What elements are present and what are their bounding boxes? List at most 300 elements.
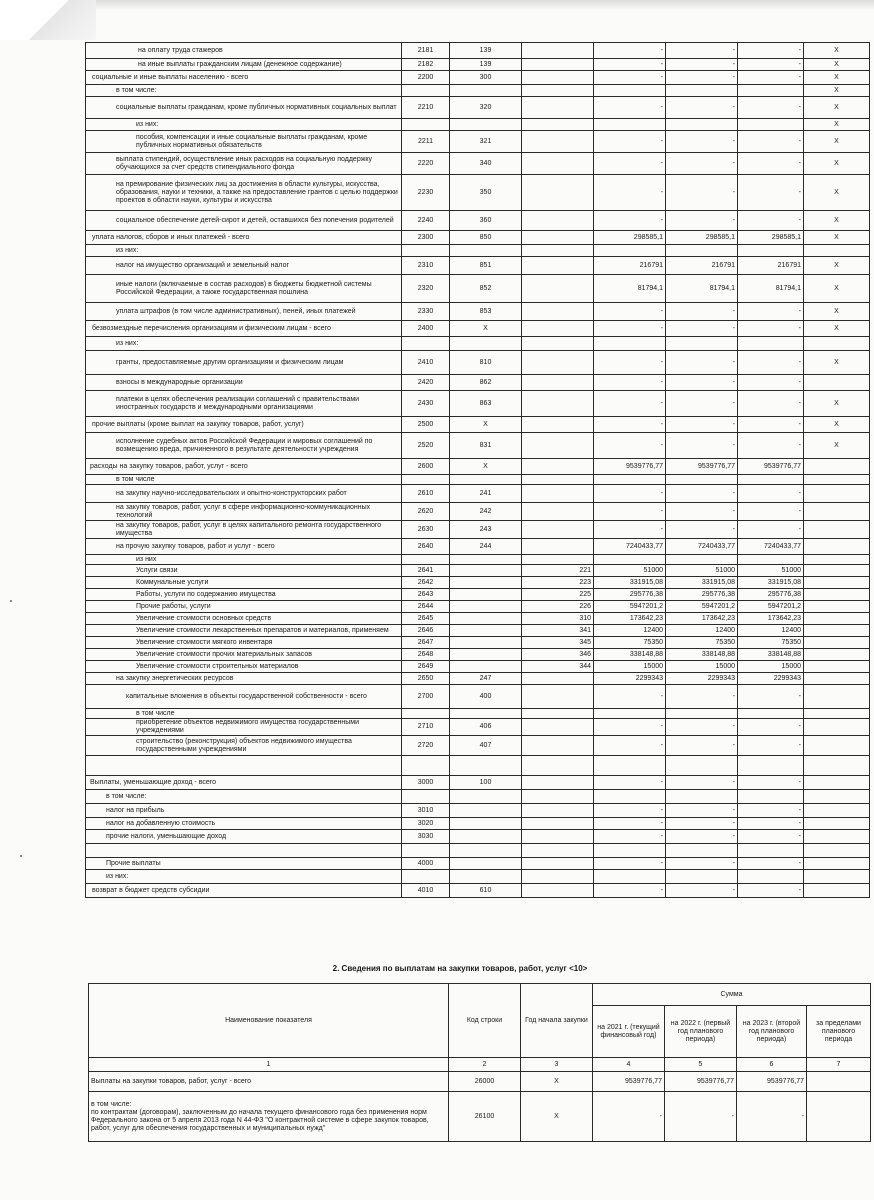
- row-kosgu: 406: [450, 719, 522, 736]
- row-value-2023: [738, 709, 804, 719]
- row-value-2022: -: [666, 818, 738, 830]
- row-code: 2647: [402, 637, 450, 649]
- row-kosgu-detail: [522, 351, 594, 375]
- row-name: возврат в бюджет средств субсидии: [86, 884, 402, 898]
- row-value-2021: 298585,1: [594, 231, 666, 245]
- row-x-mark: X: [804, 153, 870, 175]
- row-kosgu-detail: 225: [522, 589, 594, 601]
- row-value-2022: -: [666, 131, 738, 153]
- row-year: X: [521, 1072, 593, 1092]
- table-row: [86, 475, 870, 485]
- row-kosgu-detail: [522, 337, 594, 351]
- row-value-2022: -: [666, 685, 738, 709]
- row-code: 4000: [402, 858, 450, 870]
- row-value-2022: -: [666, 59, 738, 71]
- table-row: [86, 858, 870, 870]
- row-value-2022: [666, 555, 738, 565]
- row-name: на закупку товаров, работ, услуг в целях капитального ремонта государственного имущества: [86, 521, 402, 539]
- header-code: Код строки: [449, 984, 521, 1058]
- row-code: 2410: [402, 351, 450, 375]
- table-row: [86, 59, 870, 71]
- row-value-2021: -: [594, 858, 666, 870]
- row-value-2022: -: [666, 303, 738, 321]
- row-kosgu-detail: 223: [522, 577, 594, 589]
- row-code: [402, 119, 450, 131]
- table-row: [86, 673, 870, 685]
- row-kosgu: 852: [450, 275, 522, 303]
- row-kosgu-detail: [522, 818, 594, 830]
- row-value-2023: 51000: [738, 565, 804, 577]
- table-row: [86, 804, 870, 818]
- row-kosgu-detail: [522, 844, 594, 858]
- row-name: капитальные вложения в объекты государственной собственности - всего: [86, 685, 402, 709]
- row-x-mark: [804, 649, 870, 661]
- table-row: [86, 351, 870, 375]
- row-name: Выплаты на закупки товаров, работ, услуг - всего: [89, 1072, 449, 1092]
- row-code: 2600: [402, 459, 450, 475]
- row-name: в том числе: [86, 475, 402, 485]
- row-x-mark: X: [804, 85, 870, 97]
- row-value-2022: -: [666, 211, 738, 231]
- row-value-2021: 81794,1: [594, 275, 666, 303]
- row-value-2023: [738, 337, 804, 351]
- row-value-2023: -: [738, 59, 804, 71]
- row-value-2021: [594, 756, 666, 776]
- row-kosgu: 850: [450, 231, 522, 245]
- row-kosgu-detail: 345: [522, 637, 594, 649]
- row-kosgu: 610: [450, 884, 522, 898]
- row-kosgu-detail: [522, 475, 594, 485]
- row-value-2022: -: [666, 375, 738, 391]
- row-kosgu-detail: [522, 433, 594, 459]
- row-name: из них:: [86, 245, 402, 257]
- row-value-2023: -: [738, 303, 804, 321]
- row-kosgu-detail: [522, 71, 594, 85]
- row-value-2021: -: [594, 417, 666, 433]
- row-code: 2640: [402, 539, 450, 555]
- col-number: 2: [449, 1058, 521, 1072]
- row-value-2023: -: [738, 131, 804, 153]
- row-value-2023: [738, 119, 804, 131]
- row-value-2022: 338148,88: [666, 649, 738, 661]
- row-value-2021: -: [594, 321, 666, 337]
- row-name: из них: [86, 555, 402, 565]
- row-value-2023: -: [738, 211, 804, 231]
- row-code: 2310: [402, 257, 450, 275]
- row-value-2022: 15000: [666, 661, 738, 673]
- table-row: [86, 275, 870, 303]
- row-name: на закупку научно-исследовательских и опытно-конструкторских работ: [86, 485, 402, 503]
- row-value-2021: -: [594, 375, 666, 391]
- row-x-mark: X: [804, 131, 870, 153]
- row-value-2022: 298585,1: [666, 231, 738, 245]
- row-kosgu-detail: [522, 119, 594, 131]
- row-value-2022: -: [666, 391, 738, 417]
- row-value-2023: 331915,08: [738, 577, 804, 589]
- row-x-mark: [804, 776, 870, 790]
- row-value-2022: 2299343: [666, 673, 738, 685]
- row-value-2021: -: [594, 804, 666, 818]
- row-x-mark: X: [804, 433, 870, 459]
- row-value-2021: [594, 337, 666, 351]
- table-row: [86, 231, 870, 245]
- row-code: 2182: [402, 59, 450, 71]
- row-kosgu: 247: [450, 673, 522, 685]
- row-value-2021: [594, 119, 666, 131]
- row-kosgu: 244: [450, 539, 522, 555]
- row-code: 2650: [402, 673, 450, 685]
- row-code: 2211: [402, 131, 450, 153]
- header-beyond: за пределами планового периода: [807, 1006, 871, 1058]
- row-value-2021: [594, 555, 666, 565]
- row-value-2023: -: [738, 858, 804, 870]
- row-code: 2710: [402, 719, 450, 736]
- row-kosgu: 862: [450, 375, 522, 391]
- row-kosgu: [450, 601, 522, 613]
- table-row: [86, 211, 870, 231]
- row-kosgu: 340: [450, 153, 522, 175]
- row-code: 2210: [402, 97, 450, 119]
- row-x-mark: [804, 337, 870, 351]
- table-row: [86, 433, 870, 459]
- table-row: [86, 303, 870, 321]
- row-value-2022: -: [666, 71, 738, 85]
- row-code: 2230: [402, 175, 450, 211]
- row-x-mark: [804, 884, 870, 898]
- row-value-2021: 216791: [594, 257, 666, 275]
- row-kosgu: [450, 565, 522, 577]
- row-x-mark: [804, 870, 870, 884]
- row-value-2022: [666, 709, 738, 719]
- row-value-2021: 9539776,77: [594, 459, 666, 475]
- row-value-2022: -: [666, 417, 738, 433]
- table-row: [86, 637, 870, 649]
- row-kosgu: [450, 589, 522, 601]
- row-name: прочие налоги, уменьшающие доход: [86, 830, 402, 844]
- row-value-2023: [738, 756, 804, 776]
- row-kosgu-detail: [522, 153, 594, 175]
- row-code: 3000: [402, 776, 450, 790]
- row-year: X: [521, 1092, 593, 1142]
- row-value-2022: -: [666, 521, 738, 539]
- row-value-2021: -: [594, 59, 666, 71]
- row-value-2021: -: [594, 433, 666, 459]
- row-x-mark: [804, 685, 870, 709]
- row-value-2023: 2299343: [738, 673, 804, 685]
- row-kosgu: 810: [450, 351, 522, 375]
- row-value-2021: [594, 245, 666, 257]
- row-x-mark: [804, 844, 870, 858]
- row-code: 2181: [402, 43, 450, 59]
- row-x-mark: [804, 589, 870, 601]
- col-number: 7: [807, 1058, 871, 1072]
- row-code: 4010: [402, 884, 450, 898]
- page-shadow: [90, 0, 874, 10]
- row-value-2021: -: [594, 43, 666, 59]
- row-code: 3010: [402, 804, 450, 818]
- row-kosgu-detail: [522, 804, 594, 818]
- row-code: [402, 245, 450, 257]
- row-value-2023: 15000: [738, 661, 804, 673]
- row-value-2023: [738, 870, 804, 884]
- row-x-mark: [804, 637, 870, 649]
- row-kosgu-detail: [522, 175, 594, 211]
- row-kosgu: [450, 830, 522, 844]
- row-name: в том числе: [86, 709, 402, 719]
- row-kosgu: [450, 844, 522, 858]
- header-2021: на 2021 г. (текущий финансовый год): [593, 1006, 665, 1058]
- row-x-mark: [804, 790, 870, 804]
- row-x-mark: X: [804, 71, 870, 85]
- row-value-2023: 75350: [738, 637, 804, 649]
- row-value-2021: -: [594, 153, 666, 175]
- row-name: на премирование физических лиц за достижения в области культуры, искусства, образования, науки и техники, а также на предоставление грантов с целью поддержки проектов в области науки, культуры и искусства: [86, 175, 402, 211]
- row-value-2021: -: [594, 391, 666, 417]
- row-kosgu-detail: [522, 231, 594, 245]
- row-code: 2220: [402, 153, 450, 175]
- row-value-2023: 7240433,77: [738, 539, 804, 555]
- row-x-mark: X: [804, 275, 870, 303]
- row-value-2021: -: [593, 1092, 665, 1142]
- table-row: [86, 736, 870, 756]
- row-kosgu-detail: [522, 43, 594, 59]
- row-code: 2420: [402, 375, 450, 391]
- header-name: Наименование показателя: [89, 984, 449, 1058]
- page-corner-fold: [0, 0, 96, 40]
- row-kosgu-detail: [522, 245, 594, 257]
- row-value-2022: -: [666, 858, 738, 870]
- row-x-mark: X: [804, 303, 870, 321]
- row-value-2022: 331915,08: [666, 577, 738, 589]
- row-x-mark: [804, 625, 870, 637]
- row-kosgu: 360: [450, 211, 522, 231]
- table-row: [86, 565, 870, 577]
- row-kosgu: 242: [450, 503, 522, 521]
- row-kosgu-detail: [522, 503, 594, 521]
- row-value-2021: 51000: [594, 565, 666, 577]
- row-code: [402, 870, 450, 884]
- row-name: в том числе:: [86, 790, 402, 804]
- row-value-2023: 9539776,77: [738, 459, 804, 475]
- row-name: Прочие выплаты: [86, 858, 402, 870]
- row-code: 26100: [449, 1092, 521, 1142]
- table-row: [86, 417, 870, 433]
- row-value-2022: -: [666, 321, 738, 337]
- row-code: [402, 790, 450, 804]
- row-name: из них:: [86, 337, 402, 351]
- row-value-2022: 51000: [666, 565, 738, 577]
- row-value-2021: [594, 870, 666, 884]
- row-value-2022: 9539776,77: [665, 1072, 737, 1092]
- row-x-mark: [804, 245, 870, 257]
- row-kosgu: 407: [450, 736, 522, 756]
- row-code: [402, 709, 450, 719]
- col-number: 1: [89, 1058, 449, 1072]
- row-value-2021: -: [594, 131, 666, 153]
- row-value-2023: -: [737, 1092, 807, 1142]
- row-name: на оплату труда стажеров: [86, 43, 402, 59]
- row-code: [402, 475, 450, 485]
- row-kosgu: [450, 555, 522, 565]
- row-value-2023: -: [738, 776, 804, 790]
- row-kosgu-detail: [522, 321, 594, 337]
- row-name: Прочие работы, услуги: [86, 601, 402, 613]
- row-code: [402, 85, 450, 97]
- row-code: 2520: [402, 433, 450, 459]
- row-x-mark: [804, 521, 870, 539]
- row-value-2021: -: [594, 818, 666, 830]
- row-value-2023: 9539776,77: [737, 1072, 807, 1092]
- row-code: 26000: [449, 1072, 521, 1092]
- row-name: Увеличение стоимости основных средств: [86, 613, 402, 625]
- row-code: 2500: [402, 417, 450, 433]
- row-name: строительство (реконструкция) объектов недвижимого имущества государственными учреждениями: [86, 736, 402, 756]
- table-row: [86, 85, 870, 97]
- row-name: социальное обеспечение детей-сирот и детей, оставшихся без попечения родителей: [86, 211, 402, 231]
- row-kosgu: 243: [450, 521, 522, 539]
- row-value-2021: -: [594, 175, 666, 211]
- row-name: налог на имущество организаций и земельный налог: [86, 257, 402, 275]
- row-x-mark: [804, 375, 870, 391]
- row-code: [402, 756, 450, 776]
- row-x-mark: [804, 613, 870, 625]
- row-kosgu-detail: [522, 719, 594, 736]
- table-row: [86, 521, 870, 539]
- row-x-mark: X: [804, 43, 870, 59]
- row-code: 2320: [402, 275, 450, 303]
- row-name: из них:: [86, 870, 402, 884]
- table-row: [86, 844, 870, 858]
- row-value-2022: -: [666, 153, 738, 175]
- row-kosgu: X: [450, 321, 522, 337]
- row-kosgu-detail: [522, 211, 594, 231]
- row-value-2021: 295776,38: [594, 589, 666, 601]
- col-number: 5: [665, 1058, 737, 1072]
- row-value-2023: -: [738, 391, 804, 417]
- row-name: на иные выплаты гражданским лицам (денежное содержание): [86, 59, 402, 71]
- row-value-2023: 338148,88: [738, 649, 804, 661]
- row-value-2022: 295776,38: [666, 589, 738, 601]
- row-kosgu-detail: [522, 736, 594, 756]
- row-x-mark: X: [804, 231, 870, 245]
- row-name: взносы в международные организации: [86, 375, 402, 391]
- row-kosgu: 320: [450, 97, 522, 119]
- row-code: [402, 337, 450, 351]
- row-kosgu-detail: 344: [522, 661, 594, 673]
- row-kosgu-detail: [522, 459, 594, 475]
- row-value-2021: 15000: [594, 661, 666, 673]
- row-value-2023: -: [738, 503, 804, 521]
- row-kosgu: [450, 337, 522, 351]
- row-kosgu: 300: [450, 71, 522, 85]
- row-code: 2641: [402, 565, 450, 577]
- row-name: расходы на закупку товаров, работ, услуг - всего: [86, 459, 402, 475]
- row-value-2023: -: [738, 719, 804, 736]
- row-kosgu-detail: [522, 303, 594, 321]
- row-code: 2700: [402, 685, 450, 709]
- table-row: [86, 709, 870, 719]
- row-value-2023: [738, 844, 804, 858]
- row-value-2022: -: [666, 830, 738, 844]
- row-value-2023: -: [738, 351, 804, 375]
- row-kosgu: 241: [450, 485, 522, 503]
- row-value-2023: -: [738, 153, 804, 175]
- row-value-2022: 75350: [666, 637, 738, 649]
- row-kosgu-detail: [522, 858, 594, 870]
- row-value-2023: -: [738, 804, 804, 818]
- row-value-2023: -: [738, 736, 804, 756]
- row-kosgu: [450, 858, 522, 870]
- row-x-mark: [804, 719, 870, 736]
- table-row: [86, 790, 870, 804]
- row-name: Увеличение стоимости лекарственных препаратов и материалов, применяем: [86, 625, 402, 637]
- row-value-2022: [666, 245, 738, 257]
- scan-speck: [10, 600, 12, 602]
- row-name: уплата штрафов (в том числе административных), пеней, иных платежей: [86, 303, 402, 321]
- row-kosgu-detail: [522, 417, 594, 433]
- table-row: [86, 175, 870, 211]
- table-row: [86, 153, 870, 175]
- row-name: социальные и иные выплаты населению - всего: [86, 71, 402, 85]
- row-value-2021: -: [594, 685, 666, 709]
- row-kosgu: 139: [450, 43, 522, 59]
- row-code: 2645: [402, 613, 450, 625]
- row-value-2021: [594, 85, 666, 97]
- row-value-2021: -: [594, 719, 666, 736]
- row-kosgu: [450, 613, 522, 625]
- header-year: Год начала закупки: [521, 984, 593, 1058]
- row-value-2021: -: [594, 736, 666, 756]
- row-value-2022: -: [666, 433, 738, 459]
- row-name: Увеличение стоимости мягкого инвентаря: [86, 637, 402, 649]
- row-value-2022: [666, 85, 738, 97]
- row-x-mark: [804, 485, 870, 503]
- row-code: 3030: [402, 830, 450, 844]
- row-x-mark: [804, 830, 870, 844]
- row-kosgu-detail: [522, 485, 594, 503]
- row-value-2023: -: [738, 375, 804, 391]
- row-value-2023: -: [738, 830, 804, 844]
- row-name: выплата стипендий, осуществление иных расходов на социальную поддержку обучающихся за счет средств стипендиального фонда: [86, 153, 402, 175]
- row-x-mark: [804, 858, 870, 870]
- row-value-2022: -: [666, 485, 738, 503]
- row-kosgu: [450, 870, 522, 884]
- row-x-mark: X: [804, 211, 870, 231]
- table-row: [86, 375, 870, 391]
- row-value-2023: 216791: [738, 257, 804, 275]
- table-row: [86, 391, 870, 417]
- row-name: Услуги связи: [86, 565, 402, 577]
- row-kosgu-detail: [522, 756, 594, 776]
- row-value-2023: [738, 555, 804, 565]
- row-x-mark: X: [804, 59, 870, 71]
- row-value-2021: -: [594, 521, 666, 539]
- row-kosgu: [450, 756, 522, 776]
- row-value-2023: 81794,1: [738, 275, 804, 303]
- row-value-2022: -: [666, 503, 738, 521]
- row-name: [86, 756, 402, 776]
- row-value-2023: -: [738, 685, 804, 709]
- row-kosgu: 831: [450, 433, 522, 459]
- row-name: из них:: [86, 119, 402, 131]
- row-x-mark: [804, 459, 870, 475]
- row-kosgu: [450, 790, 522, 804]
- row-code: 2630: [402, 521, 450, 539]
- table-row: [86, 613, 870, 625]
- table-row: [86, 485, 870, 503]
- row-value-2022: [666, 337, 738, 351]
- row-name: безвозмездные перечисления организациям и физическим лицам - всего: [86, 321, 402, 337]
